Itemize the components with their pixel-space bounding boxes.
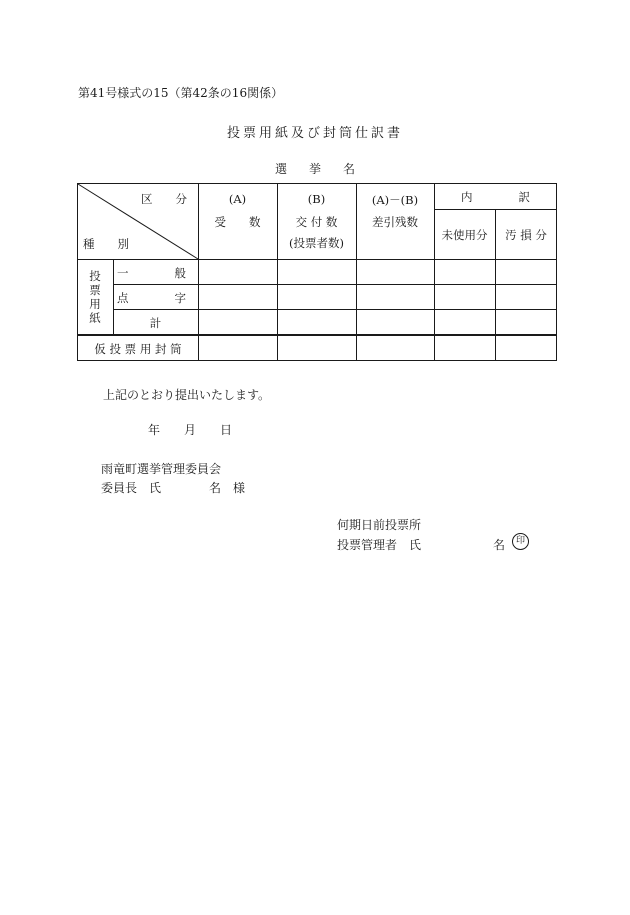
polling-place: 何期日前投票所 bbox=[337, 518, 422, 532]
col-b-code: (B) bbox=[307, 192, 326, 206]
corner-type-label: 種 別 bbox=[83, 237, 129, 251]
corner-category-label: 区 分 bbox=[141, 192, 187, 206]
col-breakdown-label: 内 訳 bbox=[461, 190, 530, 204]
col-ab-label: 差引残数 bbox=[372, 215, 418, 229]
election-name-label: 選挙名 bbox=[274, 162, 377, 176]
seal-mark: 印 bbox=[512, 533, 529, 550]
addressee-chair: 委員長 氏 名 様 bbox=[101, 481, 246, 495]
document-title: 投票用紙及び封筒仕訳書 bbox=[226, 126, 403, 141]
col-a-code: (A) bbox=[228, 192, 247, 206]
addressee-committee: 雨竜町選挙管理委員会 bbox=[101, 462, 222, 476]
col-b-sublabel: (投票者数) bbox=[289, 236, 344, 250]
row-braille-label: 点 字 bbox=[117, 291, 186, 305]
ballot-sorting-table bbox=[77, 183, 557, 361]
col-unused-label: 未使用分 bbox=[441, 228, 488, 242]
row-total-label: 計 bbox=[149, 316, 162, 330]
form-number: 第41号様式の15（第42条の16関係） bbox=[78, 86, 284, 100]
row-group-ballot-paper: 投票用紙 bbox=[89, 269, 101, 325]
col-damaged-label: 汚 損 分 bbox=[505, 228, 547, 242]
row-general-label: 一 般 bbox=[117, 266, 186, 280]
submission-remark: 上記のとおり提出いたします。 bbox=[103, 388, 271, 402]
col-ab-code: (A)－(B) bbox=[371, 193, 419, 207]
col-a-label: 受 数 bbox=[214, 215, 261, 229]
date-line: 年 月 日 bbox=[148, 423, 233, 437]
row-envelope-label: 仮 投 票 用 封 筒 bbox=[94, 342, 182, 356]
polling-manager: 投票管理者 氏 名 bbox=[337, 538, 506, 552]
col-b-label: 交 付 数 bbox=[295, 215, 338, 229]
